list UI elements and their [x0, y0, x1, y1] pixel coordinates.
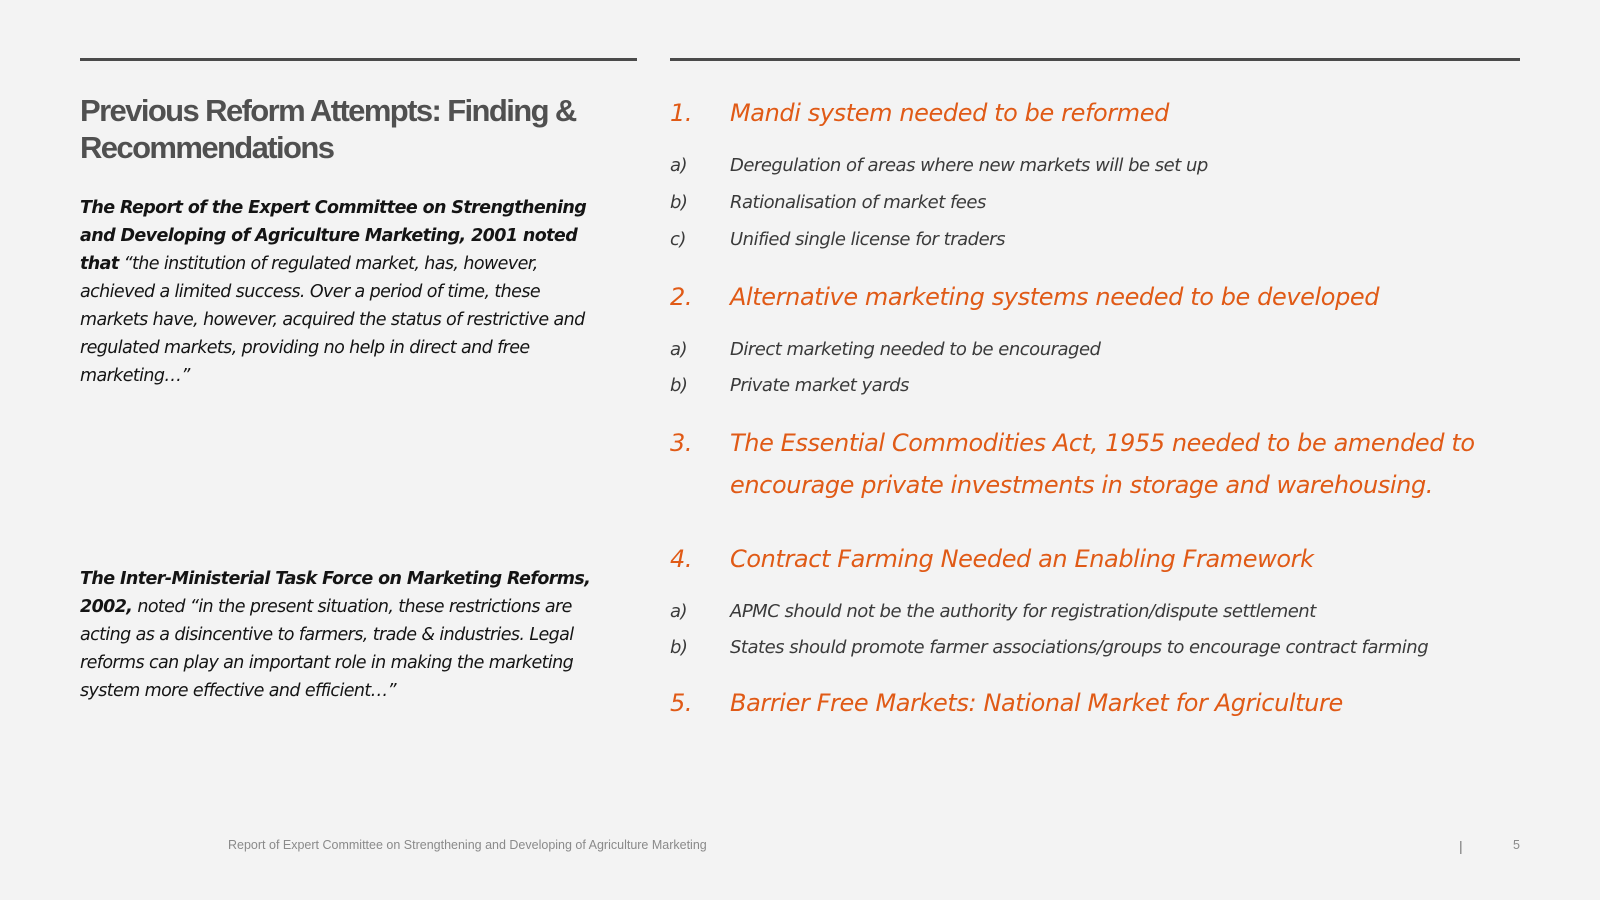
item-letter: b) [670, 375, 688, 396]
quote-task-force [80, 565, 600, 705]
footer-separator: | [1459, 838, 1463, 854]
top-rule-right [670, 58, 1520, 61]
item-text: Barrier Free Markets: National Market for Agriculture [730, 689, 1343, 717]
item-number: 1. [670, 99, 693, 127]
item-letter: c) [670, 229, 686, 250]
recommendation-1a [670, 148, 1550, 184]
quote-task-force-text: noted “in the present situation, these restrictions are acting as a disincentive to farmers, trade & industries. Legal reforms can play an important role in making the marketing system more effective and efficient…” [80, 597, 574, 701]
item-number: 2. [670, 283, 693, 311]
footer-source: Report of Expert Committee on Strengthening and Developing of Agriculture Marketing [228, 838, 707, 852]
quote-expert-committee-source: The Report of the Expert Committee on Strengthening and Developing of Agriculture Marketing, 2001 noted that [80, 198, 587, 274]
recommendation-1c [670, 222, 1550, 258]
item-text: Alternative marketing systems needed to be developed [730, 283, 1380, 311]
item-text: Direct marketing needed to be encouraged [730, 339, 1101, 360]
item-text: Rationalisation of market fees [730, 192, 986, 213]
item-letter: b) [670, 637, 688, 658]
slide-title: Previous Reform Attempts: Finding & Recommendations [80, 93, 576, 165]
item-number: 4. [670, 545, 693, 573]
item-text: The Essential Commodities Act, 1955 needed to be amended to encourage private investments in storage and warehousing. [730, 429, 1475, 499]
item-text: Private market yards [730, 375, 909, 396]
item-text: APMC should not be the authority for registration/dispute settlement [730, 601, 1316, 622]
recommendation-2a [670, 332, 1550, 368]
recommendation-2 [670, 276, 1550, 318]
item-text: Contract Farming Needed an Enabling Framework [730, 545, 1314, 573]
recommendation-4b [670, 630, 1550, 666]
item-text: Mandi system needed to be reformed [730, 99, 1169, 127]
item-letter: a) [670, 601, 688, 622]
item-text: States should promote farmer associations/groups to encourage contract farming [730, 637, 1429, 658]
quote-expert-committee-text: “the institution of regulated market, has, however, achieved a limited success. Over a period of time, these markets have, however, acquired the status of restrictive and regulated markets, providing no help in direct and free marketing…” [80, 254, 585, 386]
recommendation-3 [670, 422, 1550, 506]
recommendation-4 [670, 538, 1550, 580]
item-number: 3. [670, 429, 693, 457]
item-letter: b) [670, 192, 688, 213]
item-text: Unified single license for traders [730, 229, 1005, 250]
recommendation-1 [670, 92, 1550, 134]
quote-task-force-source: The Inter-Ministerial Task Force on Marketing Reforms, 2002, [80, 569, 591, 617]
recommendation-1b [670, 185, 1550, 221]
recommendation-4a [670, 594, 1550, 630]
recommendation-5 [670, 682, 1550, 724]
recommendation-2b [670, 368, 1550, 404]
item-number: 5. [670, 689, 693, 717]
left-column [80, 92, 600, 166]
item-text: Deregulation of areas where new markets will be set up [730, 155, 1208, 176]
page-number: 5 [1513, 838, 1520, 852]
top-rule-left [80, 58, 637, 61]
item-letter: a) [670, 155, 688, 176]
item-letter: a) [670, 339, 688, 360]
quote-expert-committee [80, 194, 600, 390]
